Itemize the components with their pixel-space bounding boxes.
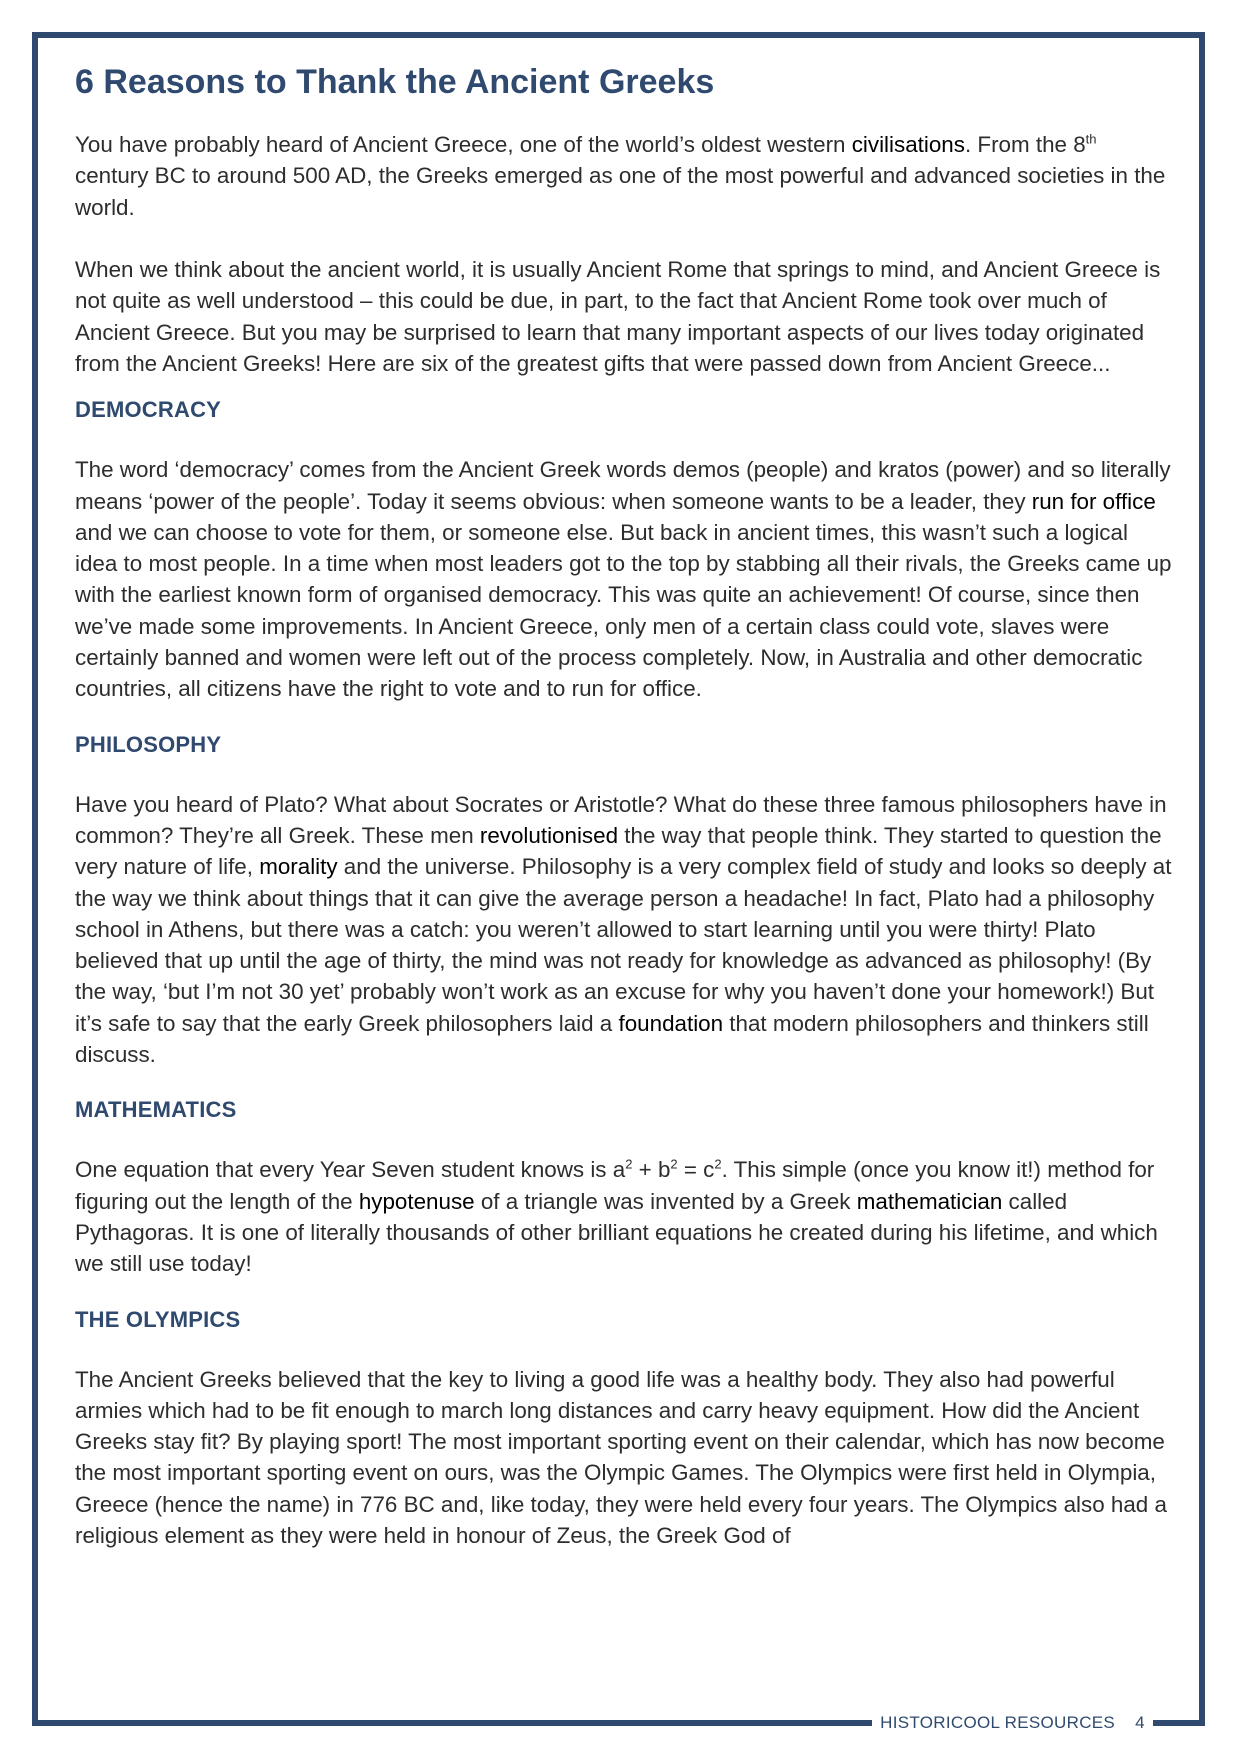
text: The word ‘democracy’ comes from the Ancient Greek words demos (people) and kratos (power) and so literally means ‘power of the people’. Today it seems obvious: when someone wants to be a leader, they xyxy=(75,457,1171,514)
text: century BC to around 500 AD, the Greeks emerged as one of the most powerful and advanced societies in the world. xyxy=(75,163,1166,220)
section-body-olympics: The Ancient Greeks believed that the key to living a good life was a healthy body. They also had powerful armies which had to be fit enough to march long distances and carry heavy equipment. How did the Ancient Greeks stay fit? By playing sport! The most important sporting event on their calendar, which has now become the most important sporting event on ours, was the Olympic Games. The Olympics were first held in Olympia, Greece (hence the name) in 776 BC and, like today, they were held every four years. The Olympics also had a religious element as they were held in honour of Zeus, the Greek God of xyxy=(75,1366,1167,1548)
text: and we can choose to vote for them, or someone else. But back in ancient times, this wasn’t such a logical idea to most people. In a time when most leaders got to the top by stabbing all their rivals, the Greeks came up with the earliest known form of organised democracy. This was quite an achievement! Of course, since then we’ve made some improvements. In Ancient Greece, only men of a certain class could vote, slaves were certainly banned and women were left out of the process completely. Now, in Australia and other democratic countries, all citizens have the right to vote and to run for office. xyxy=(75,519,1172,702)
keyword-revolutionised: revolutionised xyxy=(479,822,619,848)
text: Have you heard of Plato? What about Socrates or Aristotle? What do these three famous philosophers have in common? They’re all Greek. These men xyxy=(75,791,1167,848)
text: You have probably heard of Ancient Greece, one of the world’s oldest western xyxy=(75,132,852,158)
section-body-democracy xyxy=(75,454,1175,704)
keyword-hypotenuse: hypotenuse xyxy=(358,1188,475,1214)
footer-label: HISTORICOOL RESOURCES xyxy=(880,1713,1116,1732)
superscript: 2 xyxy=(625,1156,633,1172)
text: that modern philosophers and thinkers still discuss. xyxy=(75,1010,1149,1068)
keyword-foundation: foundation xyxy=(618,1010,724,1036)
text: + b xyxy=(632,1157,671,1183)
superscript: th xyxy=(1085,131,1097,147)
text: called Pythagoras. It is one of literally thousands of other brilliant equations he created during his lifetime, and which we still use today! xyxy=(75,1188,1158,1277)
text: One equation that every Year Seven student knows is a xyxy=(75,1157,626,1183)
section-body-mathematics xyxy=(75,1154,1175,1279)
text: = c xyxy=(677,1157,715,1183)
section-body-philosophy xyxy=(75,789,1175,1071)
keyword-morality: morality xyxy=(259,854,338,880)
intro-paragraph-1 xyxy=(75,129,1175,223)
keyword-run-for-office: run for office xyxy=(1031,488,1156,514)
intro-paragraph-2: When we think about the ancient world, it is usually Ancient Rome that springs to mind, and Ancient Greece is not quite as well understood – this could be due, in part, to the fact that Ancient Rome took over much of Ancient Greece. But you may be surprised to learn that many important aspects of our lives today originated from the Ancient Greeks! Here are six of the greatest gifts that were passed down from Ancient Greece... xyxy=(75,257,1161,376)
section-heading-mathematics: MATHEMATICS xyxy=(75,1097,237,1123)
text: . From the 8 xyxy=(964,132,1086,158)
text: of a triangle was invented by a Greek xyxy=(474,1188,857,1214)
text: . This simple (once you know it!) method for figuring out the length of the xyxy=(75,1157,1155,1214)
article xyxy=(75,60,1175,1551)
section-heading-philosophy: PHILOSOPHY xyxy=(75,731,222,757)
superscript: 2 xyxy=(714,1156,722,1172)
text: and the universe. Philosophy is a very complex field of study and looks so deeply at the way we think about things that it can give the average person a headache! In fact, Plato had a philosophy school in Athens, but there was a catch: you weren’t allowed to start learning until you were thirty! Plato believed that up until the age of thirty, the mind was not ready for knowledge as advanced as philosophy! (By the way, ‘but I’m not 30 yet’ probably won’t work as an excuse for why you haven’t done your homework!) But it’s safe to say that the early Greek philosophers laid a xyxy=(75,854,1172,1036)
keyword-civilisations: civilisations xyxy=(851,132,965,158)
page-footer xyxy=(872,1710,1153,1736)
text: the way that people think. They started to question the very nature of life, xyxy=(75,822,1162,880)
section-heading-democracy: DEMOCRACY xyxy=(75,397,222,423)
footer-rule-left xyxy=(32,1720,872,1726)
footer-rule-right xyxy=(1153,1720,1205,1726)
superscript: 2 xyxy=(670,1156,678,1172)
section-heading-olympics: THE OLYMPICS xyxy=(75,1306,241,1332)
page-number: 4 xyxy=(1135,1713,1145,1732)
page-title: 6 Reasons to Thank the Ancient Greeks xyxy=(75,63,715,101)
keyword-mathematician: mathematician xyxy=(856,1188,1003,1214)
